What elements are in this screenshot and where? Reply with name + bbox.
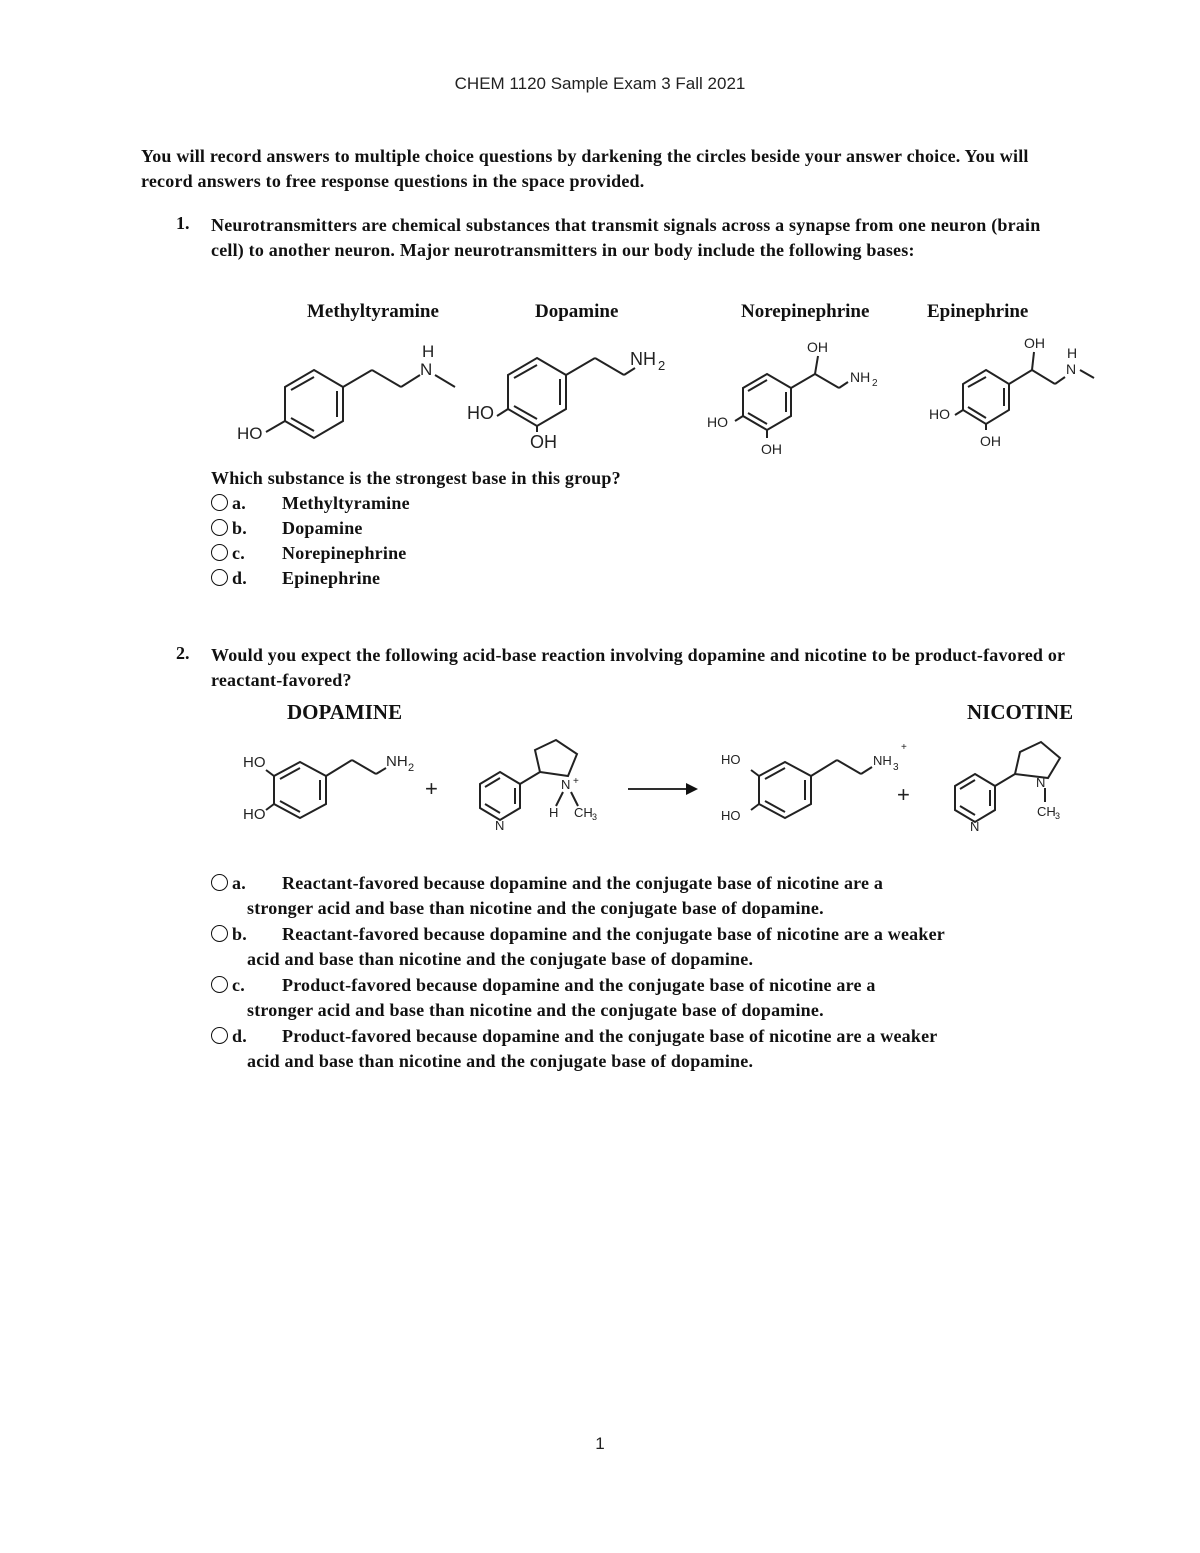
question-2-text: Would you expect the following acid-base reaction involving dopamine and nicotine to be product-favored or reactant-favored?	[211, 645, 1065, 690]
question-2-number: 2.	[176, 643, 190, 663]
q1-option-a[interactable]: a. Methyltyramine	[211, 491, 410, 516]
instructions: You will record answers to multiple choice questions by darkening the circles beside your answer choice. You will record answers to free response questions in the space provided.	[141, 146, 1029, 191]
svg-text:HO: HO	[237, 424, 263, 443]
svg-text:NH: NH	[386, 753, 408, 770]
reaction-arrowhead	[686, 783, 698, 795]
svg-text:N: N	[420, 360, 433, 379]
answer-bubble[interactable]	[211, 1027, 228, 1044]
svg-text:+: +	[901, 742, 907, 753]
dopamine-reactant-structure	[266, 760, 386, 818]
svg-text:N: N	[1036, 775, 1046, 790]
question-1-prompt: Which substance is the strongest base in this group?	[211, 468, 621, 488]
svg-text:H: H	[549, 805, 559, 820]
svg-text:3: 3	[592, 812, 598, 822]
reaction-label-dopamine: DOPAMINE	[287, 700, 403, 724]
molecule-name-epinephrine: Epinephrine	[927, 301, 1029, 322]
svg-text:CH: CH	[574, 805, 593, 820]
dopamine-structure	[497, 358, 635, 432]
molecule-name-dopamine: Dopamine	[535, 301, 619, 322]
svg-text:CH: CH	[1037, 804, 1056, 819]
svg-text:HO: HO	[721, 752, 741, 767]
exam-header: CHEM 1120 Sample Exam 3 Fall 2021	[454, 74, 746, 93]
svg-text:N: N	[1066, 361, 1077, 377]
svg-text:HO: HO	[721, 808, 741, 823]
svg-text:H: H	[422, 342, 435, 361]
svg-text:3: 3	[893, 762, 899, 773]
svg-text:OH: OH	[807, 339, 828, 355]
svg-text:HO: HO	[467, 403, 494, 423]
svg-text:2: 2	[658, 358, 666, 373]
svg-text:NH: NH	[630, 349, 656, 369]
molecule-name-methyltyramine: Methyltyramine	[307, 301, 439, 322]
question-1-number: 1.	[176, 213, 190, 233]
page-number: 1	[595, 1434, 605, 1453]
norepinephrine-labels	[707, 339, 878, 457]
question-1-text: Neurotransmitters are chemical substances that transmit signals across a synapse from one neuron (brain cell) to another neuron. Major neurotransmitters in our body include the following bases:	[211, 215, 1041, 260]
q2-option-d[interactable]: d. Product-favored because dopamine and the conjugate base of nicotine are a weaker acid and base than nicotine and the conjugate base of dopamine.	[211, 1024, 1081, 1074]
svg-text:NH: NH	[850, 369, 871, 385]
q2-reaction-scheme	[0, 730, 1200, 840]
q2-option-a[interactable]: a. Reactant-favored because dopamine and the conjugate base of nicotine are a stronger acid and base than nicotine and the conjugate base of dopamine.	[211, 871, 1081, 921]
nicotine-protonated-labels	[495, 776, 597, 833]
q2-option-c[interactable]: c. Product-favored because dopamine and the conjugate base of nicotine are a stronger acid and base than nicotine and the conjugate base of dopamine.	[211, 973, 1081, 1023]
answer-bubble[interactable]	[211, 925, 228, 942]
svg-text:HO: HO	[243, 806, 266, 823]
answer-bubble[interactable]	[211, 874, 228, 891]
plus-sign: +	[425, 776, 438, 801]
q1-option-c[interactable]: c. Norepinephrine	[211, 541, 406, 566]
svg-text:OH: OH	[1024, 335, 1045, 351]
svg-text:HO: HO	[243, 754, 266, 771]
dopamine-product-labels	[721, 742, 907, 823]
answer-bubble[interactable]	[211, 569, 228, 586]
plus-sign: +	[897, 782, 910, 807]
answer-bubble[interactable]	[211, 494, 228, 511]
svg-text:HO: HO	[929, 406, 950, 422]
methyltyramine-structure	[266, 370, 455, 438]
svg-text:3: 3	[1055, 811, 1061, 821]
q1-structures	[0, 330, 1200, 460]
q2-option-b[interactable]: b. Reactant-favored because dopamine and the conjugate base of nicotine are a weaker acid and base than nicotine and the conjugate base of dopamine.	[211, 922, 1081, 972]
svg-text:OH: OH	[761, 441, 782, 457]
svg-text:2: 2	[408, 762, 415, 774]
svg-text:HO: HO	[707, 414, 728, 430]
dopamine-reactant-labels	[243, 753, 414, 823]
svg-text:N: N	[970, 819, 980, 834]
reaction-label-nicotine: NICOTINE	[967, 700, 1074, 724]
answer-bubble[interactable]	[211, 519, 228, 536]
svg-text:2: 2	[872, 378, 878, 389]
nicotine-labels	[970, 775, 1060, 834]
answer-bubble[interactable]	[211, 976, 228, 993]
norepinephrine-structure	[735, 356, 848, 438]
svg-text:+: +	[573, 776, 579, 787]
q1-option-d[interactable]: d. Epinephrine	[211, 566, 380, 591]
molecule-name-norepinephrine: Norepinephrine	[741, 301, 870, 322]
q1-option-b[interactable]: b. Dopamine	[211, 516, 363, 541]
answer-bubble[interactable]	[211, 544, 228, 561]
dopamine-product-structure	[751, 760, 872, 818]
svg-text:OH: OH	[530, 432, 557, 452]
svg-text:OH: OH	[980, 433, 1001, 449]
methyltyramine-labels	[237, 342, 434, 443]
svg-text:N: N	[495, 818, 505, 833]
svg-text:NH: NH	[873, 753, 892, 768]
svg-text:N: N	[561, 777, 571, 792]
svg-text:H: H	[1067, 345, 1078, 361]
